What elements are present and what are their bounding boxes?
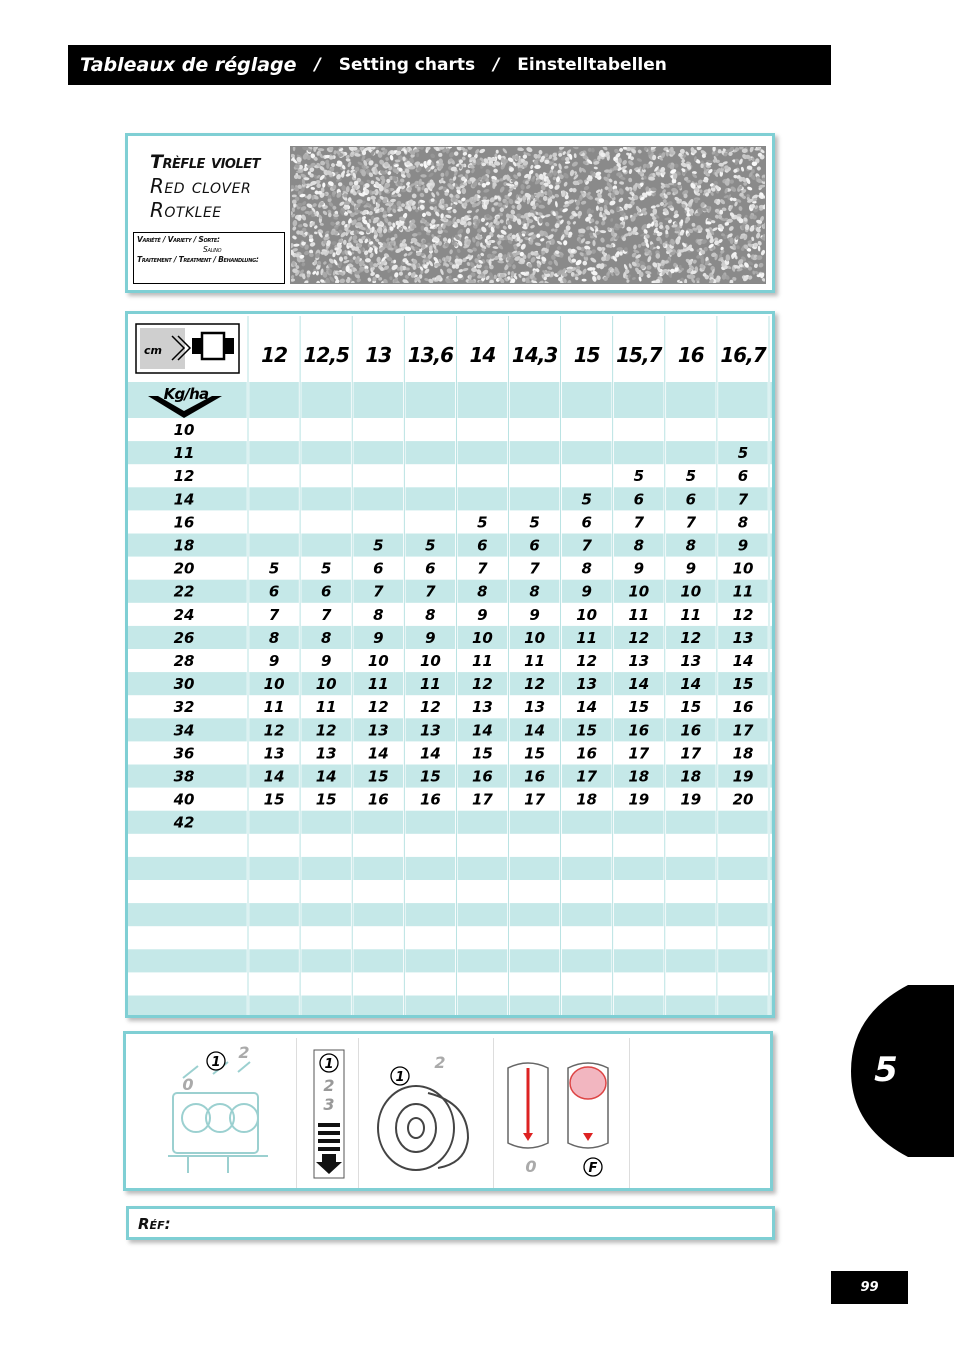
table-cell: 8 — [581, 559, 592, 578]
page-number: 99 — [831, 1271, 908, 1304]
table-cell: 5 — [477, 513, 488, 532]
table-cell: 14 — [576, 698, 598, 717]
header-banner — [68, 45, 831, 85]
wheel-cell — [358, 1038, 494, 1188]
gear-illustration — [128, 1038, 296, 1188]
kg-label: 24 — [173, 605, 195, 624]
seed-name-fr: Trèfle violet — [150, 151, 260, 173]
table-cell: 9 — [477, 605, 488, 624]
table-cell: 13 — [680, 652, 702, 670]
table-cell: 11 — [315, 698, 337, 717]
table-cell: 5 — [373, 536, 384, 555]
table-cell: 10 — [419, 652, 441, 670]
table-cell: 10 — [471, 628, 493, 647]
position-label: 0 — [182, 1075, 194, 1094]
treatment-label: Traitement / Treatment / Behandlung: — [137, 255, 259, 264]
table-cell: 14 — [419, 744, 441, 763]
table-cell: 18 — [732, 744, 754, 763]
table-cell: 19 — [732, 767, 754, 786]
table-cell: 15 — [471, 744, 493, 763]
table-cell: 14 — [367, 744, 389, 763]
table-cell: 11 — [471, 652, 493, 670]
table-cell: 14 — [315, 767, 337, 786]
table-cell: 17 — [524, 790, 546, 809]
table-cell: 16 — [524, 767, 546, 786]
table-cell: 5 — [737, 444, 749, 463]
table-cell: 12 — [263, 721, 285, 740]
kg-label: 10 — [173, 421, 195, 439]
seed-photo — [290, 146, 766, 284]
row-stripe — [128, 949, 772, 972]
table-cell: 12 — [628, 628, 650, 647]
table-cell: 17 — [680, 744, 702, 763]
row-stripe — [128, 441, 772, 464]
position-label: F — [588, 1161, 598, 1176]
column-header: 12 — [261, 343, 288, 367]
title-fr: Tableaux de réglage — [80, 54, 297, 76]
table-cell: 7 — [685, 513, 697, 532]
table-cell: 13 — [576, 675, 598, 694]
table-cell: 11 — [419, 675, 441, 694]
table-cell: 17 — [576, 767, 598, 786]
kg-label: 34 — [173, 721, 195, 740]
table-cell: 6 — [268, 582, 280, 601]
table-cell: 18 — [680, 767, 702, 786]
table-cell: 18 — [628, 767, 650, 786]
gearbox-selector — [296, 1038, 358, 1188]
table-cell: 20 — [732, 790, 754, 809]
table-cell: 5 — [581, 490, 592, 509]
kg-label: 26 — [173, 628, 195, 647]
table-cell: 15 — [524, 744, 546, 763]
table-cell: 6 — [737, 467, 749, 486]
row-stripe — [128, 534, 772, 557]
table-cell: 7 — [425, 582, 436, 601]
table-cell: 5 — [268, 559, 280, 578]
row-stripe — [128, 903, 772, 926]
unit-row-stripe — [128, 382, 772, 418]
table-cell: 9 — [633, 559, 645, 578]
table-cell: 15 — [367, 767, 389, 786]
kg-label: 38 — [173, 767, 195, 786]
table-cell: 16 — [628, 721, 650, 740]
table-cell: 15 — [419, 767, 441, 786]
table-cell: 15 — [263, 790, 285, 809]
title-de: Einstelltabellen — [517, 55, 667, 75]
table-cell: 11 — [367, 675, 389, 694]
kg-label: 16 — [173, 513, 195, 532]
variety-value: Salino — [203, 245, 222, 254]
table-cell: 11 — [732, 582, 754, 601]
table-cell: 9 — [373, 628, 384, 647]
column-header: 13 — [365, 343, 392, 367]
table-cell: 14 — [263, 767, 285, 786]
table-cell: 15 — [628, 698, 650, 717]
kg-label: 22 — [173, 582, 195, 601]
table-cell: 13 — [524, 698, 546, 717]
table-cell: 12 — [419, 698, 441, 717]
table-cell: 6 — [425, 559, 436, 578]
gear-adjust-cell — [128, 1038, 297, 1188]
setting-chart-table — [128, 314, 772, 1015]
table-cell: 9 — [581, 582, 592, 601]
table-cell: 7 — [633, 513, 645, 532]
seed-info-panel — [125, 133, 775, 293]
table-cell: 10 — [367, 652, 389, 670]
table-cell: 16 — [680, 721, 702, 740]
table-cell: 14 — [524, 721, 546, 740]
table-cell: 16 — [471, 767, 493, 786]
table-cell: 17 — [732, 721, 754, 740]
table-cell: 13 — [367, 721, 389, 740]
table-cell: 14 — [680, 675, 702, 694]
kg-label: 20 — [173, 559, 195, 578]
table-cell: 12 — [680, 628, 702, 647]
table-cell: 7 — [737, 490, 749, 509]
row-stripe — [128, 626, 772, 649]
title-separator: / — [314, 55, 321, 75]
table-cell: 5 — [320, 559, 332, 578]
table-cell: 6 — [581, 513, 592, 532]
table-cell: 5 — [633, 467, 645, 486]
table-cell: 9 — [737, 536, 749, 555]
unit-label: Kg/ha — [163, 385, 209, 403]
table-cell: 9 — [529, 605, 540, 624]
seed-name-en: Red clover — [150, 174, 252, 198]
seed-depth-icon — [136, 324, 239, 373]
position-label: 1 — [324, 1057, 334, 1072]
table-cell: 9 — [268, 652, 280, 670]
row-stripe — [128, 811, 772, 834]
setting-chart-panel — [125, 311, 775, 1018]
table-cell: 13 — [263, 744, 285, 763]
table-cell: 9 — [685, 559, 697, 578]
table-cell: 15 — [732, 675, 754, 694]
position-label: 2 — [434, 1053, 446, 1072]
column-header: 13,6 — [407, 343, 454, 367]
table-cell: 10 — [524, 628, 546, 647]
table-cell: 8 — [529, 582, 540, 601]
title-en: Setting charts — [338, 55, 476, 75]
table-cell: 8 — [268, 628, 280, 647]
table-cell: 17 — [471, 790, 493, 809]
kg-label: 18 — [173, 536, 195, 555]
table-cell: 7 — [320, 605, 332, 624]
chapter-tab — [851, 985, 954, 1157]
flap-illustration — [493, 1038, 629, 1188]
table-cell: 5 — [425, 536, 436, 555]
table-cell: 10 — [263, 675, 285, 694]
table-cell: 12 — [576, 652, 598, 670]
table-cell: 15 — [576, 721, 598, 740]
table-cell: 6 — [685, 490, 697, 509]
table-cell: 7 — [581, 536, 592, 555]
table-cell: 6 — [477, 536, 488, 555]
kg-label: 14 — [173, 490, 195, 509]
table-cell: 13 — [315, 744, 337, 763]
table-cell: 12 — [732, 605, 754, 624]
column-header: 14,3 — [511, 343, 558, 367]
kg-label: 28 — [173, 652, 195, 670]
flap-cell — [493, 1038, 630, 1188]
table-cell: 19 — [628, 790, 650, 809]
row-stripe — [128, 857, 772, 880]
position-label: 3 — [323, 1095, 335, 1114]
table-cell: 11 — [628, 605, 650, 624]
table-cell: 9 — [425, 628, 436, 647]
table-cell: 13 — [471, 698, 493, 717]
table-cell: 11 — [524, 652, 546, 670]
kg-label: 40 — [173, 790, 195, 809]
table-cell: 7 — [477, 559, 488, 578]
row-stripe — [128, 487, 772, 510]
table-cell: 5 — [529, 513, 540, 532]
row-stripe — [128, 580, 772, 603]
table-cell: 8 — [737, 513, 749, 532]
row-stripe — [128, 996, 772, 1016]
position-label: 2 — [238, 1043, 250, 1062]
table-cell: 16 — [419, 790, 441, 809]
table-cell: 12 — [315, 721, 337, 740]
row-stripe — [128, 718, 772, 741]
table-cell: 10 — [576, 605, 598, 624]
table-cell: 13 — [628, 652, 650, 670]
table-cell: 6 — [633, 490, 645, 509]
table-cell: 16 — [367, 790, 389, 809]
row-stripe — [128, 765, 772, 788]
wheel-illustration — [358, 1038, 493, 1188]
table-cell: 8 — [373, 605, 384, 624]
table-cell: 7 — [529, 559, 540, 578]
table-cell: 11 — [263, 698, 285, 717]
table-cell: 15 — [315, 790, 337, 809]
column-header: 16 — [677, 343, 704, 367]
column-header: 15 — [573, 343, 600, 367]
table-cell: 8 — [685, 536, 697, 555]
table-cell: 12 — [367, 698, 389, 717]
table-cell: 13 — [732, 628, 754, 647]
table-cell: 8 — [477, 582, 488, 601]
table-cell: 14 — [732, 652, 754, 670]
table-cell: 10 — [680, 582, 702, 601]
table-cell: 18 — [576, 790, 598, 809]
kg-label: 30 — [173, 675, 195, 694]
table-cell: 8 — [425, 605, 436, 624]
table-cell: 5 — [685, 467, 697, 486]
table-cell: 11 — [576, 628, 598, 647]
kg-label: 32 — [173, 698, 195, 717]
position-label: 1 — [395, 1070, 405, 1085]
table-cell: 17 — [628, 744, 650, 763]
variety-box — [133, 232, 285, 284]
table-cell: 13 — [419, 721, 441, 740]
table-cell: 16 — [732, 698, 754, 717]
table-cell: 10 — [315, 675, 337, 694]
ref-label: Réf: — [138, 1215, 171, 1233]
table-cell: 14 — [471, 721, 493, 740]
table-cell: 19 — [680, 790, 702, 809]
table-cell: 10 — [732, 559, 754, 578]
seed-names — [150, 150, 260, 222]
position-label: 0 — [525, 1157, 537, 1176]
table-cell: 6 — [320, 582, 332, 601]
adjustment-icons-panel — [123, 1031, 773, 1191]
kg-label: 42 — [173, 813, 195, 832]
column-header: 15,7 — [616, 343, 662, 367]
kg-label: 11 — [173, 444, 195, 463]
table-cell: 12 — [524, 675, 546, 694]
table-cell: 12 — [471, 675, 493, 694]
table-cell: 10 — [628, 582, 650, 601]
position-label: 1 — [211, 1055, 221, 1070]
table-cell: 7 — [268, 605, 280, 624]
table-cell: 15 — [680, 698, 702, 717]
table-cell: 16 — [576, 744, 598, 763]
table-cell: 6 — [373, 559, 384, 578]
reference-field — [126, 1206, 775, 1240]
icon-label: cm — [144, 344, 162, 357]
kg-label: 12 — [173, 467, 195, 486]
row-stripe — [128, 672, 772, 695]
table-cell: 14 — [628, 675, 650, 694]
kg-label: 36 — [173, 744, 195, 763]
table-cell: 8 — [320, 628, 332, 647]
table-cell: 6 — [529, 536, 540, 555]
gearbox-cell — [296, 1038, 359, 1188]
title-separator: / — [493, 55, 500, 75]
table-cell: 8 — [633, 536, 645, 555]
seed-name-de: Rotklee — [150, 198, 222, 222]
column-header: 12,5 — [303, 343, 349, 367]
chapter-number: 5 — [874, 1050, 898, 1090]
position-label: 2 — [323, 1076, 335, 1095]
column-header: 16,7 — [720, 343, 766, 367]
table-cell: 11 — [680, 605, 702, 624]
column-header: 14 — [469, 343, 496, 367]
table-cell: 9 — [320, 652, 332, 670]
variety-label: Variété / Variety / Sorte: — [137, 235, 220, 244]
table-cell: 7 — [373, 582, 384, 601]
